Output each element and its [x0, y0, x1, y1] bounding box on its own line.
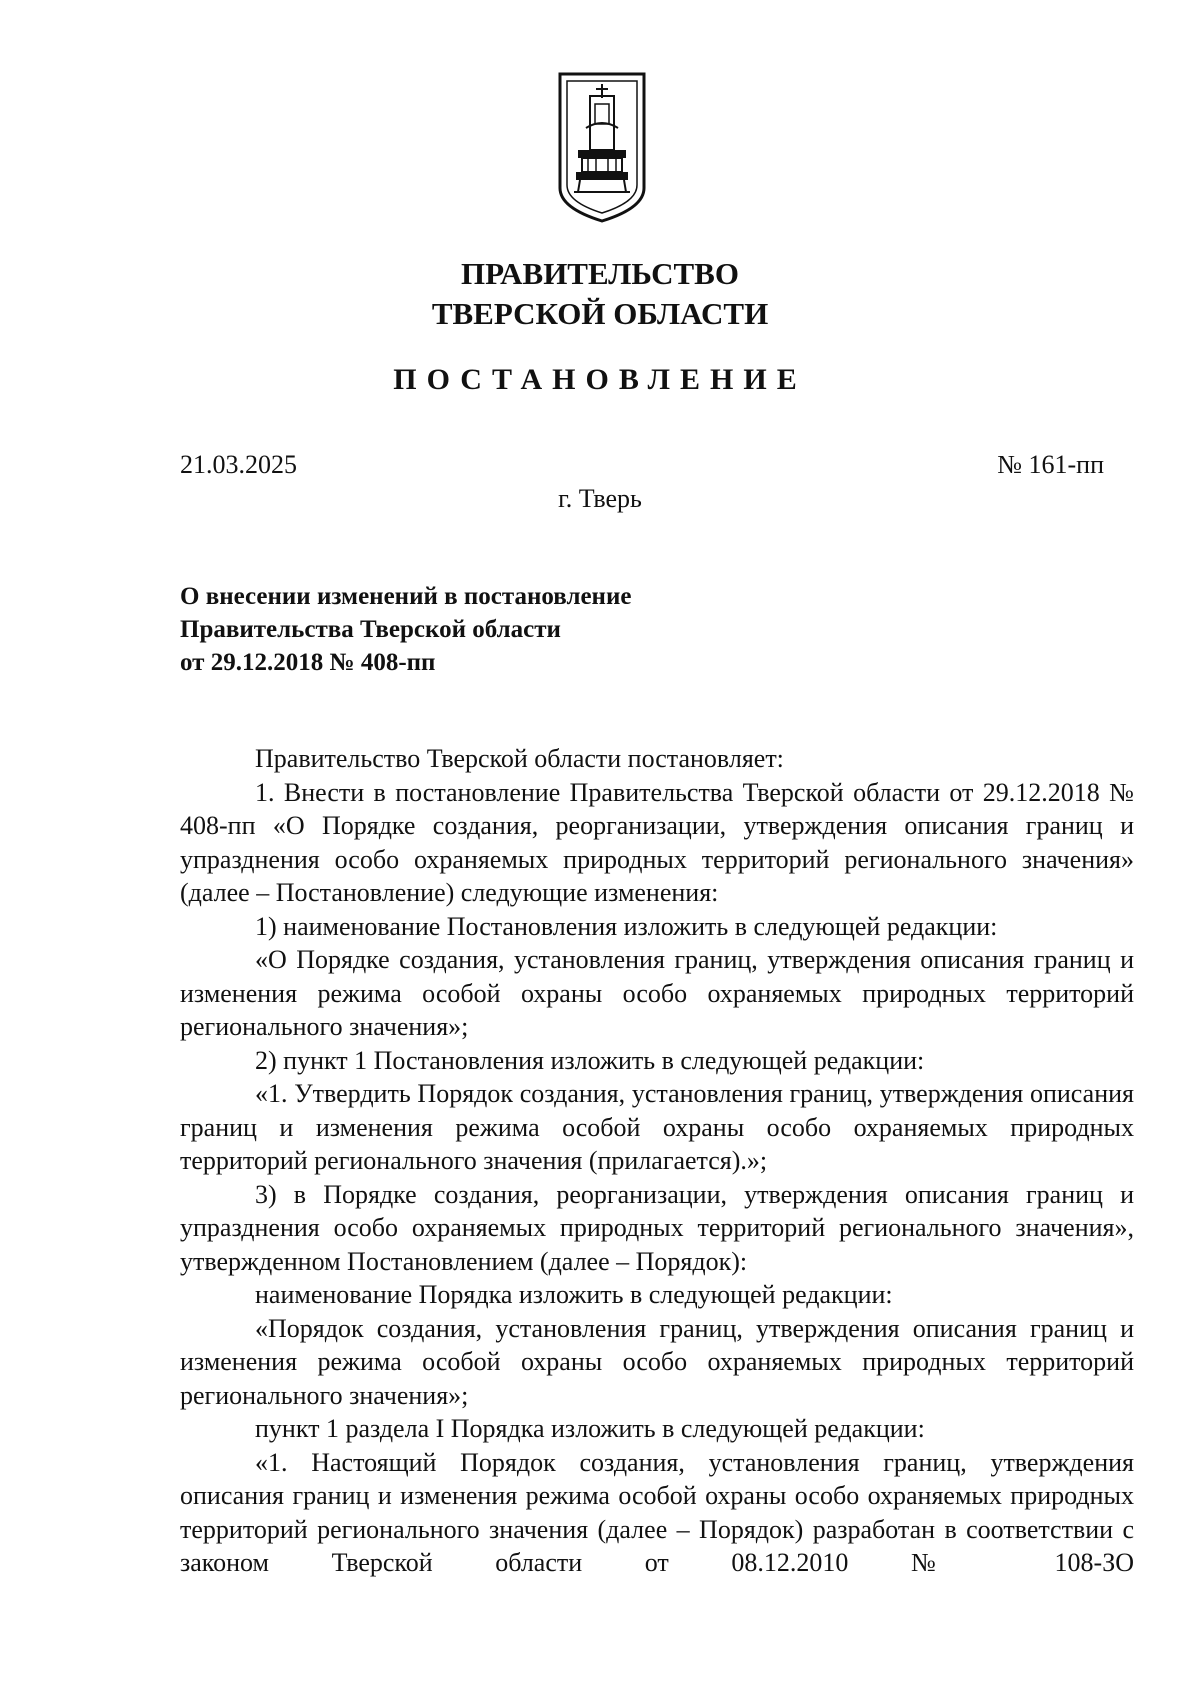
decree-type-title: ПОСТАНОВЛЕНИЕ: [393, 363, 807, 396]
body-paragraph: наименование Порядка изложить в следующей редакции:: [255, 1280, 893, 1309]
body-paragraph: «Порядок создания, установления границ, утверждения описания границ и изменения режима особой охраны особо охраняемых природных территорий регионального значения»;: [180, 1313, 1134, 1410]
decree-subject: [180, 580, 880, 679]
body-paragraph: «1. Настоящий Порядок создания, установления границ, утверждения описания границ и изменения режима особой охраны особо охраняемых природных территорий регионального значения (далее – Порядок) разработан в соответствии с законом Тверской области от 08.12.2010 № 108-ЗО: [180, 1447, 1134, 1577]
decree-number: № 161-пп: [997, 450, 1104, 479]
body-paragraph: 1) наименование Постановления изложить в следующей редакции:: [255, 911, 998, 941]
body-paragraph: «О Порядке создания, установления границ, утверждения описания границ и изменения режима особой охраны особо охраняемых природных территорий регионального значения»;: [180, 945, 1134, 1041]
subject-line-3: от 29.12.2018 № 408-пп: [180, 649, 436, 676]
body-paragraph: Правительство Тверской области постановляет:: [255, 744, 784, 773]
coat-of-arms-icon: [556, 70, 648, 225]
government-line-2: ТВЕРСКОЙ ОБЛАСТИ: [431, 296, 769, 331]
decree-city: г. Тверь: [558, 484, 642, 513]
decree-date: 21.03.2025: [180, 450, 297, 479]
decree-body: [180, 742, 1134, 1580]
subject-line-1: О внесении изменений в постановление: [180, 583, 632, 610]
subject-line-2: Правительства Тверской области: [180, 616, 561, 643]
government-line-1: ПРАВИТЕЛЬСТВО: [461, 256, 739, 291]
body-paragraph: пункт 1 раздела I Порядка изложить в следующей редакции:: [255, 1414, 925, 1443]
body-paragraph: 1. Внести в постановление Правительства Тверской области от 29.12.2018 № 408-пп «О Порядке создания, реорганизации, утверждения описания границ и упразднения особо охраняемых природных территорий регионального значения» (далее – Постановление) следующие изменения:: [180, 777, 1134, 907]
body-paragraph: «1. Утвердить Порядок создания, установления границ, утверждения описания границ и изменения режима особой охраны особо охраняемых природных территорий регионального значения (прилагается).»;: [180, 1079, 1134, 1175]
body-paragraph: 3) в Порядке создания, реорганизации, утверждения описания границ и упразднения особо охраняемых природных территорий регионального значения», утвержденном Постановлением (далее – Порядок):: [180, 1179, 1134, 1276]
government-name: [0, 254, 1200, 334]
body-paragraph: 2) пункт 1 Постановления изложить в следующей редакции:: [255, 1045, 925, 1075]
